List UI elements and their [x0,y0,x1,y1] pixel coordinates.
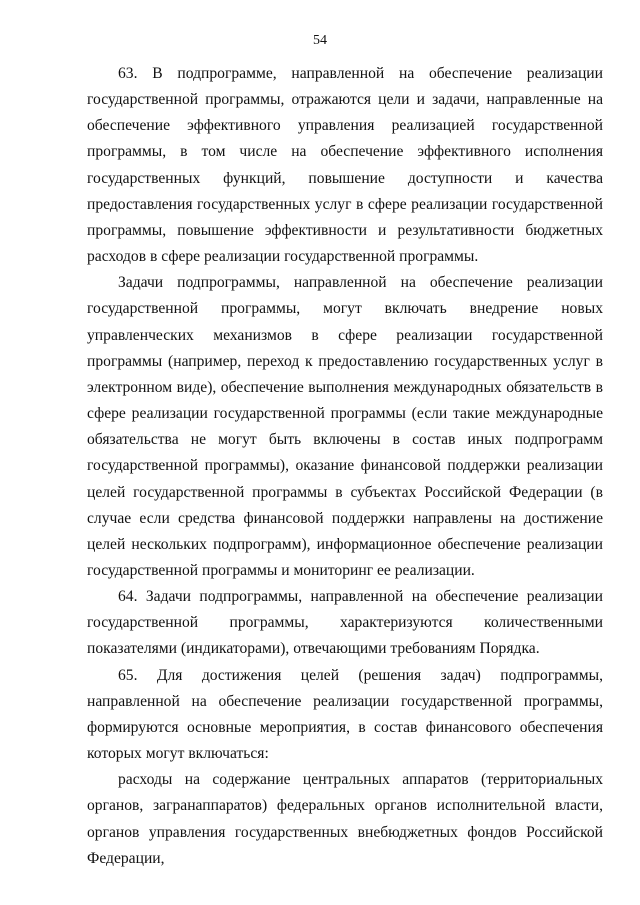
paragraph-63: 63. В подпрограмме, направленной на обеспечение реализации государственной программы, отражаются цели и задачи, направленные на обеспечение эффективного управления реализацией государственной программы, в том числе на обеспечение эффективного исполнения государственных функций, повышение доступности и качества предоставления государственных услуг в сфере реализации государственной программы, повышение эффективности и результативности бюджетных расходов в сфере реализации государственной программы. [87,65,603,266]
paragraph-64: 64. Задачи подпрограммы, направленной на обеспечение реализации государственной программы, характеризуются количественными показателями (индикаторами), отвечающими требованиям Порядка. [87,588,603,658]
document-body [87,61,603,872]
paragraph-65: 65. Для достижения целей (решения задач) подпрограммы, направленной на обеспечение реализации государственной программы, формируются основные мероприятия, в состав финансового обеспечения которых могут включаться: [87,666,603,763]
paragraph-tasks: Задачи подпрограммы, направленной на обеспечение реализации государственной программы, могут включать внедрение новых управленческих механизмов в сфере реализации государственной программы (например, переход к предоставлению государственных услуг в электронном виде), обеспечение выполнения международных обязательств в сфере реализации государственной программы (если такие международные обязательства не могут быть включены в состав иных подпрограмм государственной программы), оказание финансовой поддержки реализации целей государственной программы в субъектах Российской Федерации (в случае если средства финансовой поддержки направлены на достижение целей нескольких подпрограмм), информационное обеспечение реализации государственной программы и мониторинг ее реализации. [87,274,603,579]
paragraph-expenses: расходы на содержание центральных аппаратов (территориальных органов, загранаппаратов) федеральных органов исполнительной власти, органов управления государственных внебюджетных фондов Российской Федерации, [87,771,603,867]
page-number: 54 [313,33,327,48]
